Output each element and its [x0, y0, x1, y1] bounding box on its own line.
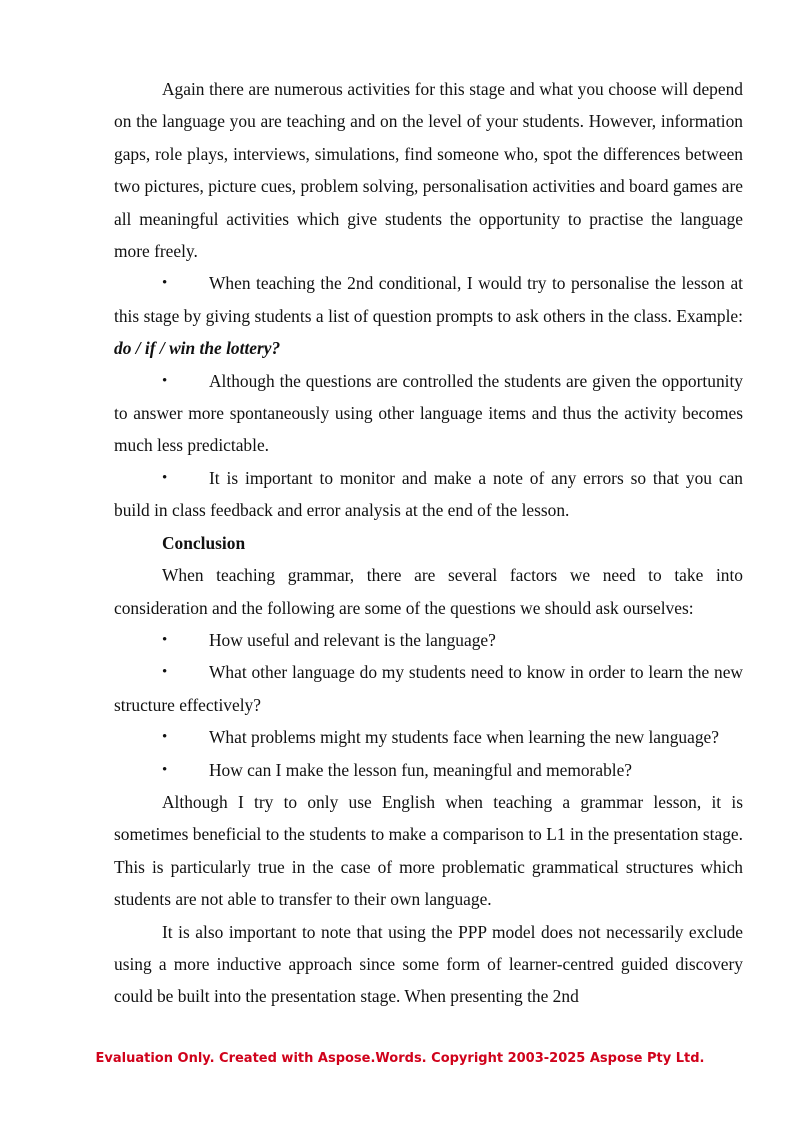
section-heading: Conclusion	[162, 532, 246, 553]
paragraph-activities: Again there are numerous activities for this stage and what you choose will depend on the language you are teaching and on the level of your students. However, information gaps, role plays, interviews, simulations, find someone who, spot the differences between two pictures, picture cues, problem solving, personalisation activities and board games are all meaningful activities which give students the opportunity to practise the language more freely.	[114, 79, 743, 262]
bullet-icon: •	[162, 664, 168, 681]
question-item	[114, 754, 743, 786]
bullet-icon: •	[162, 729, 168, 746]
bullet-icon: •	[162, 275, 168, 292]
bullet-icon: •	[162, 761, 168, 778]
question-text: What problems might my students face when learning the new language?	[209, 727, 719, 748]
bullet-text: Although the questions are controlled the students are given the opportunity to answer more spontaneously using other language items and thus the activity becomes much less predictable.	[114, 370, 743, 456]
bullet-icon: •	[162, 469, 168, 486]
bullet-item-monitor	[114, 462, 743, 527]
bullet-item-conditional	[114, 267, 743, 364]
paragraph-ppp: It is also important to note that using the PPP model does not necessarily exclude using a more inductive approach since some form of learner-centred guided discovery could be built into the presentation stage. When presenting the 2nd	[114, 921, 743, 1007]
bullet-text: It is important to monitor and make a note of any errors so that you can build in class feedback and error analysis at the end of the lesson.	[114, 467, 743, 521]
bullet-item-controlled	[114, 365, 743, 462]
bullet-icon: •	[162, 631, 168, 648]
example-prompt: do / if / win the lottery?	[114, 338, 281, 359]
document-page	[114, 73, 743, 1013]
paragraph-factors: When teaching grammar, there are several factors we need to take into consideration and the following are some of the questions we should ask ourselves:	[114, 565, 743, 618]
question-item	[114, 656, 743, 721]
question-text: How can I make the lesson fun, meaningful and memorable?	[209, 759, 633, 780]
question-item	[114, 624, 743, 656]
question-item	[114, 721, 743, 753]
bullet-icon: •	[162, 372, 168, 389]
question-text: What other language do my students need to know in order to learn the new structure effectively?	[114, 662, 743, 715]
paragraph-l1: Although I try to only use English when teaching a grammar lesson, it is sometimes beneficial to the students to make a comparison to L1 in the presentation stage. This is particularly true in the case of more problematic grammatical structures which students are not able to transfer to their own language.	[114, 791, 743, 910]
evaluation-watermark: Evaluation Only. Created with Aspose.Words. Copyright 2003-2025 Aspose Pty Ltd.	[95, 1051, 705, 1066]
bullet-text: When teaching the 2nd conditional, I would try to personalise the lesson at this stage by giving students a list of question prompts to ask others in the class. Example:	[114, 273, 743, 326]
question-text: How useful and relevant is the language?	[209, 629, 496, 650]
